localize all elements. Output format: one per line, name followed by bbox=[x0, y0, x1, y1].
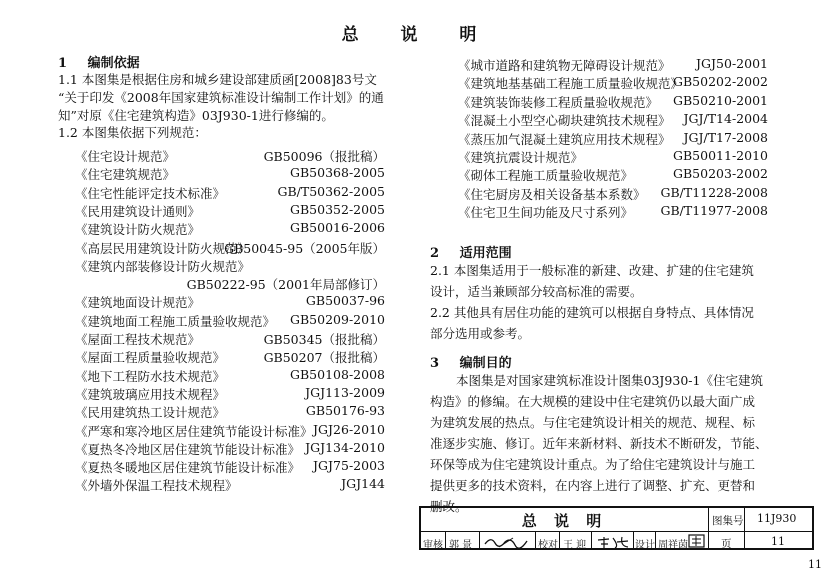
code-name: 《住宅建筑规范》 bbox=[75, 167, 176, 183]
para-1-1-line: 知”对原《住宅建筑构造》03J930-1进行修编的。 bbox=[58, 107, 334, 123]
title-block-divider bbox=[591, 532, 592, 548]
code-name: 《夏热冬冷地区居住建筑节能设计标准》 bbox=[75, 441, 301, 457]
section3-line: 环保等成为住宅建筑设计重点。为了给住宅建筑设计与施工 bbox=[430, 457, 756, 472]
code-name: 《住宅性能评定技术标准》 bbox=[75, 185, 226, 201]
section2-heading bbox=[430, 242, 512, 261]
section3-line: 删改。 bbox=[430, 499, 468, 514]
section1-heading-text: 编制依据 bbox=[87, 56, 140, 71]
code-row bbox=[75, 458, 385, 476]
code-row bbox=[75, 184, 385, 202]
code-name: 《建筑地基基础工程施工质量验收规范》 bbox=[458, 76, 684, 92]
code-number: GB50011-2010 bbox=[673, 148, 768, 163]
section3-heading bbox=[430, 352, 512, 371]
section3-heading-text: 编制目的 bbox=[459, 356, 512, 371]
code-row bbox=[75, 367, 385, 385]
checker-name: 王 迎 bbox=[563, 540, 587, 551]
code-name: 《建筑地面设计规范》 bbox=[75, 295, 201, 311]
code-name: 《混凝土小型空心砌块建筑技术规程》 bbox=[458, 113, 671, 129]
code-name: 《夏热冬暖地区居住建筑节能设计标准》 bbox=[75, 460, 301, 476]
section1-heading bbox=[58, 52, 140, 71]
section2-heading-number: 2 bbox=[430, 246, 440, 261]
code-number: JGJ75-2003 bbox=[313, 458, 385, 474]
code-list-right bbox=[458, 56, 768, 226]
code-row bbox=[458, 111, 768, 129]
code-number: JGJ/T14-2004 bbox=[683, 111, 768, 127]
designer-signature bbox=[687, 533, 707, 549]
code-number: GB50108-2008 bbox=[290, 366, 385, 382]
code-name: 《民用建筑设计通则》 bbox=[75, 203, 201, 219]
title-block-divider bbox=[479, 532, 480, 548]
code-row bbox=[458, 203, 768, 221]
title-block-divider bbox=[633, 532, 634, 548]
code-name: 《建筑玻璃应用技术规程》 bbox=[75, 386, 226, 402]
para-1-1-line: 1.1 本图集是根据住房和城乡建设部建质函[2008]83号文 bbox=[58, 72, 377, 87]
code-row bbox=[458, 74, 768, 92]
code-number: GB50037-96 bbox=[305, 293, 385, 309]
code-number: GB50368-2005 bbox=[290, 165, 385, 181]
designer-name: 周祥茵 bbox=[658, 540, 688, 551]
code-number: JGJ50-2001 bbox=[696, 56, 768, 71]
code-row bbox=[75, 476, 385, 494]
reviewer-name: 郭 景 bbox=[449, 540, 473, 551]
checker-signature bbox=[595, 534, 631, 550]
code-name: 《建筑抗震设计规范》 bbox=[458, 150, 584, 165]
code-row bbox=[75, 330, 385, 348]
atlas-number-label: 图集号 bbox=[712, 515, 744, 527]
para-1-2: 1.2 本图集依据下列规范： bbox=[58, 125, 207, 141]
check-label: 校对 bbox=[538, 540, 558, 551]
design-label: 设计 bbox=[635, 540, 655, 551]
code-number: GB50222-95（2001年局部修订） bbox=[186, 277, 385, 293]
reviewer-signature bbox=[483, 534, 531, 550]
section2-line: 设计，适当兼顾部分较高标准的需要。 bbox=[430, 284, 643, 299]
code-row bbox=[458, 93, 768, 111]
code-name: 《民用建筑热工设计规范》 bbox=[75, 405, 226, 421]
code-number: GB50210-2001 bbox=[673, 92, 768, 108]
section2-body bbox=[430, 260, 775, 344]
code-number: JGJ144 bbox=[341, 476, 385, 492]
code-row bbox=[75, 275, 385, 293]
code-number: GB50352-2005 bbox=[290, 201, 385, 217]
section2-line: 部分选用或参考。 bbox=[430, 326, 531, 341]
code-row bbox=[458, 130, 768, 148]
title-block-divider bbox=[744, 508, 745, 548]
page-number: 11 bbox=[808, 558, 822, 571]
code-row bbox=[75, 239, 385, 257]
code-name: 《砌体工程施工质量验收规范》 bbox=[458, 168, 634, 184]
section3-line: 准逐步实施、修订。近年来新材料、新技术不断研发，节能、 bbox=[430, 436, 768, 451]
code-row bbox=[75, 257, 385, 275]
code-number: GB/T11977-2008 bbox=[660, 203, 768, 219]
code-number: JGJ/T17-2008 bbox=[683, 129, 768, 145]
code-number: GB50096（报批稿） bbox=[263, 149, 385, 164]
title-block-divider bbox=[535, 532, 536, 548]
title-block bbox=[419, 506, 814, 550]
code-name: 《城市道路和建筑物无障碍设计规范》 bbox=[458, 58, 671, 73]
page-title: 总 说 明 bbox=[341, 25, 495, 45]
page-number-box: 11 bbox=[771, 535, 785, 548]
title-block-divider bbox=[708, 508, 709, 548]
code-row bbox=[458, 166, 768, 184]
title-block-divider bbox=[559, 532, 560, 548]
title-block-divider bbox=[445, 532, 446, 548]
review-label: 审核 bbox=[423, 540, 443, 551]
code-row bbox=[75, 293, 385, 311]
code-number: GB50209-2010 bbox=[290, 311, 385, 327]
code-row bbox=[75, 385, 385, 403]
code-row bbox=[75, 403, 385, 421]
code-number: GB50203-2002 bbox=[673, 166, 768, 182]
code-name: 《建筑装饰装修工程质量验收规范》 bbox=[458, 94, 659, 110]
code-number: GB/T50362-2005 bbox=[277, 183, 385, 199]
section2-line: 2.2 其他具有居住功能的建筑可以根据自身特点、具体情况 bbox=[430, 305, 754, 320]
code-name: 《建筑地面工程施工质量验收规范》 bbox=[75, 313, 276, 329]
section3-line: 构造》的修编。在大规模的建设中住宅建筑仍以最大面广成 bbox=[430, 394, 756, 409]
section2-line: 2.1 本图集适用于一般标准的新建、改建、扩建的住宅建筑 bbox=[430, 263, 754, 278]
code-name: 《建筑内部装修设计防火规范》 bbox=[75, 258, 251, 274]
code-number: GB50176-93 bbox=[305, 403, 385, 419]
para-1-1-line: “关于印发《2008年国家建筑标准设计编制工作计划》的通 bbox=[58, 89, 384, 105]
code-name: 《住宅设计规范》 bbox=[75, 149, 176, 164]
title-block-divider bbox=[655, 532, 656, 548]
code-number: JGJ113-2009 bbox=[305, 384, 385, 400]
code-row bbox=[75, 165, 385, 183]
section3-heading-number: 3 bbox=[430, 356, 440, 371]
code-name: 《严寒和寒冷地区居住建筑节能设计标准》 bbox=[75, 423, 313, 439]
section3-line: 本图集是对国家建筑标准设计图集03J930-1《住宅建筑 bbox=[456, 373, 763, 388]
title-block-name: 总 说 明 bbox=[521, 512, 608, 530]
section3-line: 为建筑发展的热点。与住宅建筑设计相关的规范、规程、标 bbox=[430, 415, 756, 430]
code-name: 《屋面工程技术规范》 bbox=[75, 332, 201, 347]
section3-body bbox=[430, 370, 775, 517]
code-number: GB50207（报批稿） bbox=[263, 350, 385, 366]
code-name: 《屋面工程质量验收规范》 bbox=[75, 350, 226, 366]
code-name: 《地下工程防水技术规范》 bbox=[75, 368, 226, 384]
code-row bbox=[458, 56, 768, 74]
section3-line: 提供更多的技术资料，在内容上进行了调整、扩充、更替和 bbox=[430, 478, 756, 493]
code-name: 《高层民用建筑设计防火规范》 bbox=[75, 240, 251, 256]
para-1-1 bbox=[58, 71, 384, 142]
code-number: GB50016-2006 bbox=[290, 220, 385, 236]
code-name: 《蒸压加气混凝土建筑应用技术规程》 bbox=[458, 131, 671, 147]
code-row bbox=[75, 422, 385, 440]
code-row bbox=[75, 348, 385, 366]
section1-heading-number: 1 bbox=[58, 56, 68, 71]
code-row bbox=[75, 312, 385, 330]
code-number: GB/T11228-2008 bbox=[660, 184, 768, 200]
code-name: 《住宅厨房及相关设备基本系数》 bbox=[458, 186, 646, 202]
code-row bbox=[75, 440, 385, 458]
code-list-left bbox=[75, 147, 385, 497]
code-name: 《外墙外保温工程技术规程》 bbox=[75, 478, 238, 494]
code-name: 《建筑设计防火规范》 bbox=[75, 222, 201, 238]
code-number: GB50045-95（2005年版） bbox=[224, 240, 385, 256]
code-row bbox=[75, 202, 385, 220]
code-number: JGJ26-2010 bbox=[313, 421, 385, 437]
code-row bbox=[458, 185, 768, 203]
atlas-number: 11J930 bbox=[757, 512, 797, 525]
code-number: GB50345（报批稿） bbox=[263, 332, 385, 347]
code-number: JGJ134-2010 bbox=[305, 439, 385, 455]
code-number: GB50202-2002 bbox=[673, 74, 768, 90]
code-row bbox=[458, 148, 768, 166]
page-label: 页 bbox=[721, 538, 732, 550]
code-row bbox=[75, 220, 385, 238]
section2-heading-text: 适用范围 bbox=[459, 246, 512, 261]
code-name: 《住宅卫生间功能及尺寸系列》 bbox=[458, 205, 634, 221]
code-row bbox=[75, 147, 385, 165]
